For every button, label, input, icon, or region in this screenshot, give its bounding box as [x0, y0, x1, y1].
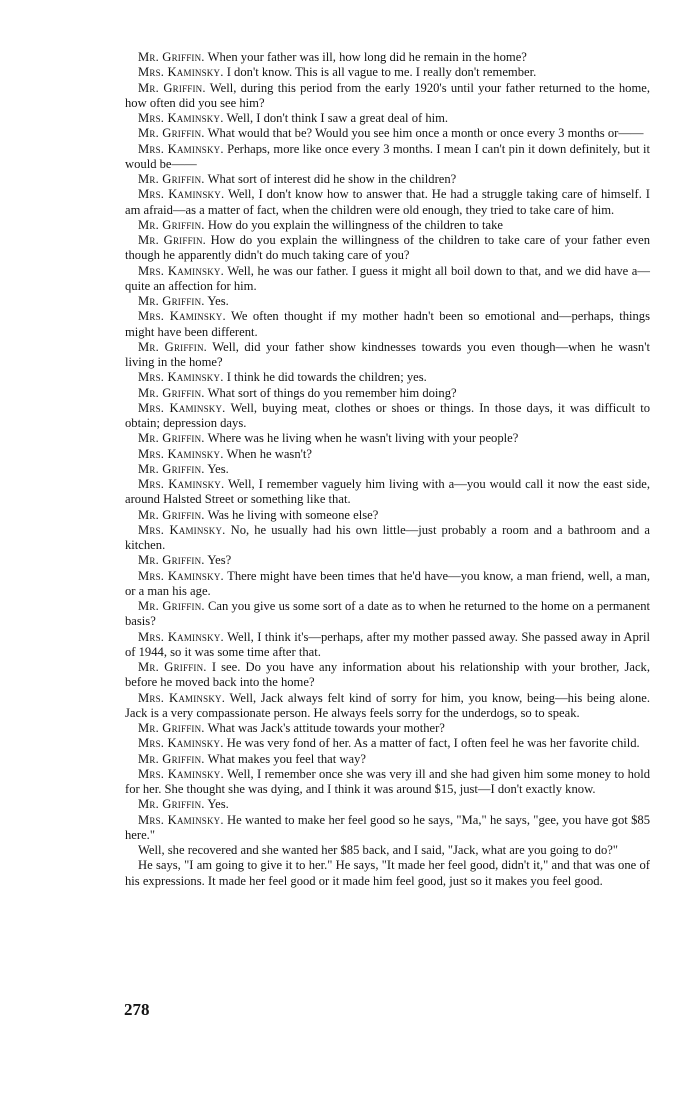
transcript-paragraph [125, 736, 650, 751]
transcript-paragraph [125, 569, 650, 600]
speaker-name: Mr. Griffin. [138, 233, 207, 247]
speaker-name: Mrs. Kaminsky. [138, 568, 224, 583]
paragraph-text: Well, buying meat, clothes or shoes or things. In those days, it was difficult to obtain; depression days. [125, 400, 650, 430]
speaker-name: Mrs. Kaminsky. [138, 370, 224, 385]
paragraph-text: I see. Do you have any information about his relationship with your brother, Jack, before he moved back into the home? [125, 660, 650, 690]
transcript-paragraph [125, 81, 650, 112]
speaker-name: Mrs. Kaminsky. [138, 65, 224, 80]
paragraph-text: When your father was ill, how long did he remain in the home? [207, 50, 527, 64]
transcript-paragraph [125, 858, 650, 889]
speaker-name: Mrs. Kaminsky. [138, 187, 225, 202]
speaker-name: Mr. Griffin. [138, 339, 207, 354]
paragraph-text: Perhaps, more like once every 3 months. I mean I can't pin it down definitely, but it would be—— [125, 141, 650, 171]
transcript-paragraph [125, 599, 650, 630]
transcript-paragraph [125, 523, 650, 554]
paragraph-text: What sort of interest did he show in the children? [207, 172, 457, 186]
speaker-name: Mrs. Kaminsky. [138, 690, 226, 705]
transcript-paragraph [125, 797, 650, 812]
speaker-name: Mrs. Kaminsky. [138, 263, 224, 278]
transcript-paragraph [125, 752, 650, 767]
speaker-name: Mrs. Kaminsky. [138, 522, 226, 537]
speaker-name: Mr. Griffin. [138, 660, 207, 674]
transcript-paragraph [125, 691, 650, 722]
paragraph-text: He wanted to make her feel good so he says, "Ma," he says, "gee, you have got $85 here." [125, 812, 650, 842]
speaker-name: Mr. Griffin. [138, 385, 205, 400]
paragraph-text: Well, did your father show kindnesses towards you even though—when he wasn't living in the home? [125, 339, 651, 369]
paragraph-text: What makes you feel that way? [207, 751, 366, 766]
speaker-name: Mrs. Kaminsky. [138, 446, 224, 461]
speaker-name: Mr. Griffin. [138, 217, 205, 232]
paragraph-text: Yes? [207, 553, 232, 568]
paragraph-text: How do you explain the willingness of the children to take care of your father even though he apparently didn't do much taking care of you? [125, 233, 651, 263]
transcript-paragraph [125, 218, 650, 233]
speaker-name: Mrs. Kaminsky. [138, 141, 224, 156]
paragraph-text: He says, "I am going to give it to her." He says, "It made her feel good, didn't it," and that was one of his expressions. It made her feel good or it made him feel good, just so it makes you feel good. [125, 858, 650, 888]
paragraph-text: Well, I think it's—perhaps, after my mother passed away. She passed away in April of 1944, so it was some time after that. [125, 629, 650, 659]
transcript-paragraph [125, 126, 650, 141]
speaker-name: Mr. Griffin. [138, 751, 205, 766]
paragraph-text: How do you explain the willingness of the children to take [207, 217, 504, 232]
transcript-paragraph [125, 508, 650, 523]
speaker-name: Mr. Griffin. [138, 797, 205, 812]
paragraph-text: What would that be? Would you see him once a month or once every 3 months or—— [207, 126, 644, 141]
transcript-paragraph [125, 660, 650, 691]
paragraph-text: Well, I don't know how to answer that. He had a struggle taking care of himself. I am afraid—as a matter of fact, when the children were old enough, they tried to take care of him. [125, 187, 650, 217]
transcript-paragraph [125, 142, 650, 173]
transcript-paragraph [125, 233, 650, 264]
transcript-paragraph [125, 401, 650, 432]
paragraph-text: Can you give us some sort of a date as to when he returned to the home on a permanent basis? [125, 599, 651, 629]
paragraph-text: Well, I remember vaguely him living with a—you would call it now the east side, around Halsted Street or something like that. [125, 477, 650, 507]
transcript-paragraph [125, 50, 650, 65]
transcript-paragraph [125, 462, 650, 477]
speaker-name: Mrs. Kaminsky. [138, 629, 224, 644]
paragraph-text: Well, she recovered and she wanted her $85 back, and I said, "Jack, what are you going to do?" [138, 843, 618, 857]
paragraph-text: Where was he living when he wasn't living with your people? [207, 431, 519, 446]
paragraph-text: Well, I don't think I saw a great deal of him. [226, 111, 449, 125]
speaker-name: Mrs. Kaminsky. [138, 111, 224, 125]
transcript-paragraph [125, 630, 650, 661]
speaker-name: Mrs. Kaminsky. [138, 736, 224, 751]
paragraph-text: No, he usually had his own little—just probably a room and a bathroom and a kitchen. [125, 522, 650, 552]
speaker-name: Mr. Griffin. [138, 461, 205, 476]
transcript-paragraph [125, 294, 650, 309]
speaker-name: Mr. Griffin. [138, 553, 205, 568]
transcript-paragraph [125, 386, 650, 401]
transcript-paragraph [125, 477, 650, 508]
paragraph-text: What sort of things do you remember him doing? [207, 385, 457, 400]
paragraph-text: Was he living with someone else? [207, 507, 379, 522]
paragraph-text: I don't know. This is all vague to me. I really don't remember. [226, 65, 537, 80]
speaker-name: Mr. Griffin. [138, 50, 205, 64]
transcript-paragraph [125, 767, 650, 798]
transcript-paragraph [125, 264, 650, 295]
paragraph-text: What was Jack's attitude towards your mother? [207, 721, 445, 735]
speaker-name: Mrs. Kaminsky. [138, 766, 224, 781]
transcript-paragraph [125, 340, 650, 371]
paragraph-text: Well, during this period from the early 1920's until your father returned to the home, how often did you see him? [125, 80, 651, 110]
paragraph-text: We often thought if my mother hadn't been so emotional and—perhaps, things might have been different. [125, 309, 650, 339]
speaker-name: Mr. Griffin. [138, 172, 205, 186]
paragraph-text: Well, I remember once she was very ill and she had given him some money to hold for her. She thought she was dying, and I think it was around $15, just—I don't exactly know. [125, 766, 650, 796]
paragraph-text: Yes. [207, 294, 229, 308]
page-number: 278 [124, 1000, 150, 1019]
paragraph-text: I think he did towards the children; yes. [226, 370, 427, 385]
transcript-text [125, 50, 650, 889]
paragraph-text: When he wasn't? [226, 446, 312, 461]
transcript-paragraph [125, 172, 650, 187]
transcript-paragraph [125, 65, 650, 80]
transcript-paragraph [125, 187, 650, 218]
transcript-paragraph [125, 431, 650, 446]
speaker-name: Mr. Griffin. [138, 126, 205, 141]
transcript-paragraph [125, 111, 650, 126]
speaker-name: Mr. Griffin. [138, 294, 205, 308]
speaker-name: Mr. Griffin. [138, 80, 206, 95]
speaker-name: Mrs. Kaminsky. [138, 400, 226, 415]
transcript-paragraph [125, 370, 650, 385]
speaker-name: Mr. Griffin. [138, 721, 205, 735]
speaker-name: Mr. Griffin. [138, 507, 205, 522]
paragraph-text: Well, he was our father. I guess it might all boil down to that, and we did have a—quite an affection for him. [125, 263, 650, 293]
paragraph-text: There might have been times that he'd have—you know, a man friend, well, a man, or a man his age. [125, 568, 650, 598]
paragraph-text: Yes. [207, 461, 229, 476]
speaker-name: Mr. Griffin. [138, 431, 205, 446]
paragraph-text: Well, Jack always felt kind of sorry for him, you know, being—his being alone. Jack is a very compassionate person. He always feels sorry for the underdogs, so to speak. [125, 690, 650, 720]
speaker-name: Mr. Griffin. [138, 599, 205, 613]
transcript-paragraph [125, 309, 650, 340]
paragraph-text: Yes. [207, 797, 229, 812]
transcript-paragraph [125, 813, 650, 844]
speaker-name: Mrs. Kaminsky. [138, 477, 225, 491]
speaker-name: Mrs. Kaminsky. [138, 309, 226, 324]
paragraph-text: He was very fond of her. As a matter of fact, I often feel he was her favorite child. [226, 736, 640, 751]
transcript-paragraph [125, 447, 650, 462]
transcript-paragraph [125, 721, 650, 736]
transcript-paragraph [125, 553, 650, 568]
speaker-name: Mrs. Kaminsky. [138, 812, 224, 827]
transcript-paragraph [125, 843, 650, 858]
